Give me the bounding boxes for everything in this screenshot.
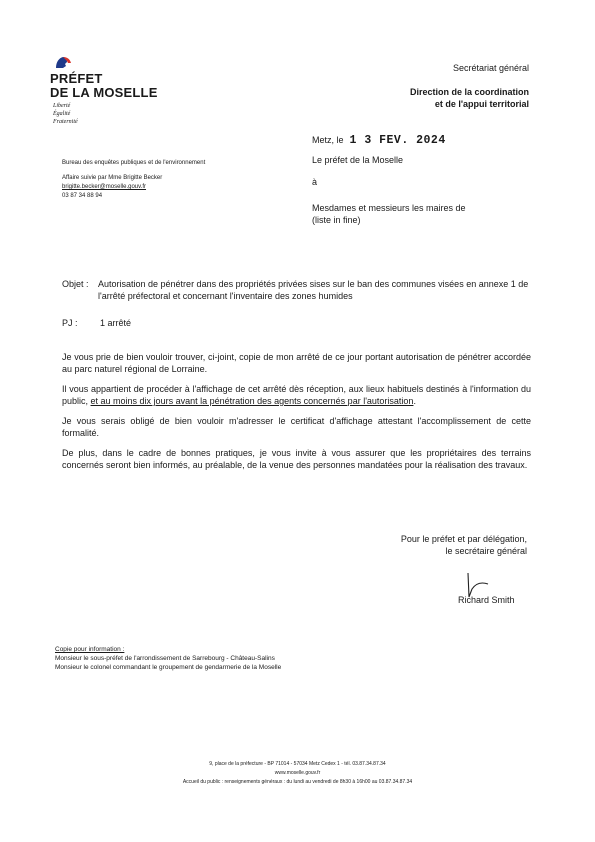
date-stamp: 1 3 FEV. 2024 [349,134,446,147]
footer-hours: Accueil du public : renseignements généraux : du lundi au vendredi de 8h30 à 16h00 au 03.87.34.87.34 [182,779,413,785]
copies-line2: Monsieur le colonel commandant le groupement de gendarmerie de la Moselle [55,664,282,671]
body-paragraph-3: Je vous serais obligé de bien vouloir m'adresser le certificat d'affichage attestant l'accomplissement de cette formalité. [62,416,531,438]
date-place: Metz, le [312,135,344,145]
recipient-to-line1: Mesdames et messieurs les maires de [312,203,466,213]
body-p2-end: . [413,396,416,406]
motto-egalite: Égalité [53,111,71,117]
motto-liberte: Liberté [53,103,71,109]
pj-section [62,318,131,328]
sender-affaire: Affaire suivie par Mme Brigitte Becker [62,175,163,181]
objet-label: Objet : [62,279,89,289]
recipient-a: à [312,177,318,187]
sender-bureau: Bureau des enquêtes publiques et de l'environnement [62,160,206,166]
recipient-from: Le préfet de la Moselle [312,155,404,165]
signer-name: Richard Smith [458,595,515,605]
prefet-title [50,72,158,100]
letter-body [62,351,531,479]
prefet-title-line1: PRÉFET [50,71,103,86]
sender-email-link[interactable]: brigitte.becker@moselle.gouv.fr [62,184,147,190]
body-paragraph-2 [62,383,531,407]
recipient-block [312,154,466,226]
closing-line2: le secrétaire général [445,546,527,556]
footer-address: 9, place de la préfecture - BP 71014 - 57034 Metz Cedex 1 - tél. 03.87.34.87.34 [209,761,386,767]
sender-phone: 03 87 34 88 94 [62,193,103,199]
page-footer [0,760,595,787]
direction-line2: et de l'appui territorial [434,99,529,109]
recipient-to-line2: (liste in fine) [312,215,361,225]
republic-motto [53,102,78,126]
letter-date [312,134,446,147]
service-header [410,63,529,110]
direction-line1: Direction de la coordination [409,87,529,97]
footer-website: www.moselle.gouv.fr [274,770,321,776]
copies-block [55,645,281,672]
secretariat-label: Secrétariat général [452,63,529,73]
body-paragraph-1: Je vous prie de bien vouloir trouver, ci-joint, copie de mon arrêté de ce jour portant autorisation de pénétrer accordée au parc naturel régional de Lorraine. [62,352,531,374]
body-p2-underlined: et au moins dix jours avant la pénétration des agents concernés par l'autorisation [90,396,414,406]
prefet-title-line2: DE LA MOSELLE [50,85,158,100]
objet-text: Autorisation de pénétrer dans des propriétés privées sises sur le ban des communes visées en annexe 1 de l'arrêté préfectoral et concernant l'inventaire des zones humides [98,279,529,301]
closing-block [401,533,527,557]
sender-block [62,159,205,201]
pj-label: PJ : [62,318,78,328]
closing-line1: Pour le préfet et par délégation, [400,534,527,544]
copies-label: Copie pour information : [55,646,125,653]
body-paragraph-4: De plus, dans le cadre de bonnes pratiques, je vous invite à vous assurer que les propriétaires des terrains concernés seront bien informés, au préalable, de la venue des personnes mandatées pour la réalisation des travaux. [62,448,531,470]
copies-line1: Monsieur le sous-préfet de l'arrondissement de Sarrebourg - Château-Salins [55,655,275,662]
objet-section [62,278,532,302]
body-p2-start: Il vous appartient de procéder à l'affichage de cet arrêté dès réception, aux lieux habituels destinés à l'information du public, [62,384,531,406]
marianne-logo-icon [53,56,73,69]
pj-text: 1 arrêté [100,318,132,328]
motto-fraternite: Fraternité [53,119,78,125]
